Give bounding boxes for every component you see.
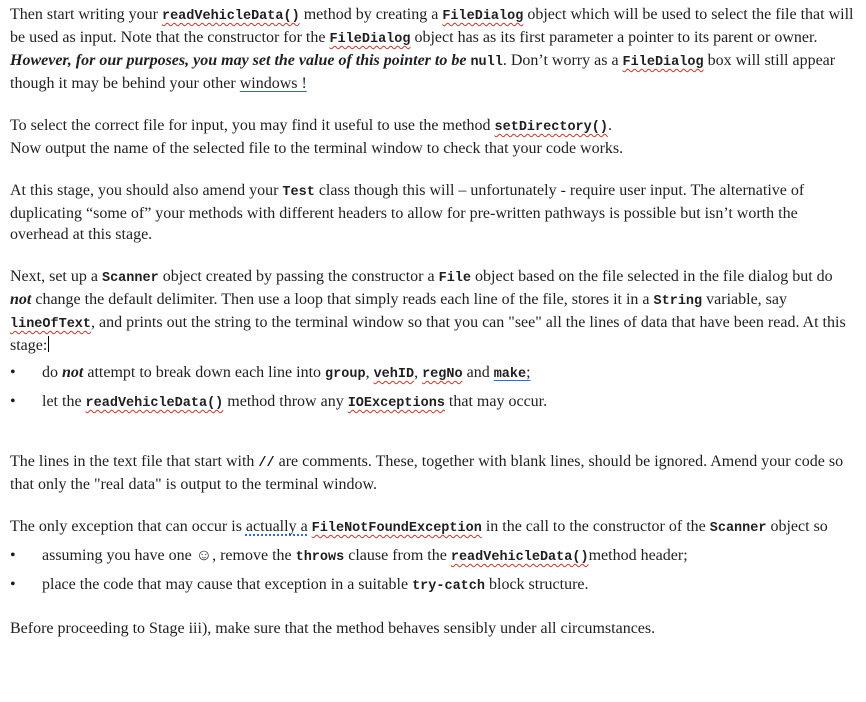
list-item: • let the readVehicleData() method throw any IOExceptions that may occur. [10,391,856,414]
code-comment-slashes: // [258,456,275,471]
code-group: group [325,367,366,382]
code-setdirectory: setDirectory() [494,120,608,135]
code-null: null [470,55,503,70]
code-make: make [493,367,527,382]
bullet-list-exception [10,545,856,597]
bold-italic-note: However, for our purposes, you may set the value of this pointer to be [10,52,471,69]
paragraph-test-class: At this stage, you should also amend your Test class though this will – unfortunately - require user input. The alternative of duplicating “some of” your methods with different headers to allow for pre-written pathways is possible but isn’t worth the overhead at this stage. [10,182,805,243]
code-readvehicledata: readVehicleData() [450,550,589,565]
code-scanner: Scanner [101,271,159,286]
code-filedialog: FileDialog [329,32,411,47]
code-ioexceptions: IOExceptions [347,396,445,411]
code-string: String [653,294,703,309]
code-vehid: vehID [373,367,415,382]
paragraph-scanner: Next, set up a Scanner object created by passing the constructor a File object based on the file selected in the file dialog but do not change the default delimiter. Then use a loop that simply reads each line of the file, stores it in a String variable, say lineOfText, and prints out the string to the terminal window so that you can "see" all the lines of data that have been read. At this stage: [10,268,846,354]
code-readvehicledata: readVehicleData() [85,396,224,411]
actually-a-text: actually a [245,518,308,535]
list-item: • do not attempt to break down each line into group, vehID, regNo and make; [10,362,856,385]
spacer [10,245,856,266]
spacer [10,597,856,618]
code-lineoftext: lineOfText [10,317,92,332]
text-cursor [48,336,49,352]
list-item: • assuming you have one ☺, remove the throws clause from the readVehicleData()method header; [10,545,856,568]
paragraph-filedialog: Then start writing your readVehicleData() method by creating a FileDialog object which will be used to select the file that will be used as input. Note that the constructor for the FileDialog object has as its first parameter a pointer to its parent or owner. However, for our purposes, you may set the value of this pointer to be null. Don’t worry as a FileDialog box will still appear though it may be behind your other windows ! [10,6,854,92]
spacer [10,159,856,180]
paragraph-comments: The lines in the text file that start with // are comments. These, together with blank lines, should be ignored. Amend your code so that only the "real data" is output to the terminal window. [10,453,844,493]
code-scanner: Scanner [709,521,767,536]
code-filedialog: FileDialog [442,9,524,24]
spacer [10,414,856,451]
code-filenotfoundexception: FileNotFoundException [311,521,482,536]
paragraph-setdirectory: To select the correct file for input, you may find it useful to use the method setDirectory(). Now output the name of the selected file to the terminal window to check that your code works. [10,117,624,157]
code-readvehicledata: readVehicleData() [161,9,300,24]
bullet-list-stage [10,362,856,414]
code-throws: throws [295,550,345,565]
spacer [10,495,856,516]
emphasis-not: not [62,364,84,381]
code-try-catch: try-catch [412,579,485,594]
code-regno: regNo [422,367,463,382]
code-filedialog: FileDialog [622,55,704,70]
code-test: Test [282,185,315,200]
list-item: • place the code that may cause that exception in a suitable try-catch block structure. [10,574,856,597]
spacer [10,94,856,115]
code-file: File [438,271,472,286]
paragraph-exception: The only exception that can occur is actually a FileNotFoundException in the call to the constructor of the Scanner object so [10,518,828,536]
windows-text: windows ! [239,75,307,92]
paragraph-before-proceeding: Before proceeding to Stage iii), make sure that the method behaves sensibly under all circumstances. [10,620,656,637]
emphasis-not: not [10,291,32,308]
